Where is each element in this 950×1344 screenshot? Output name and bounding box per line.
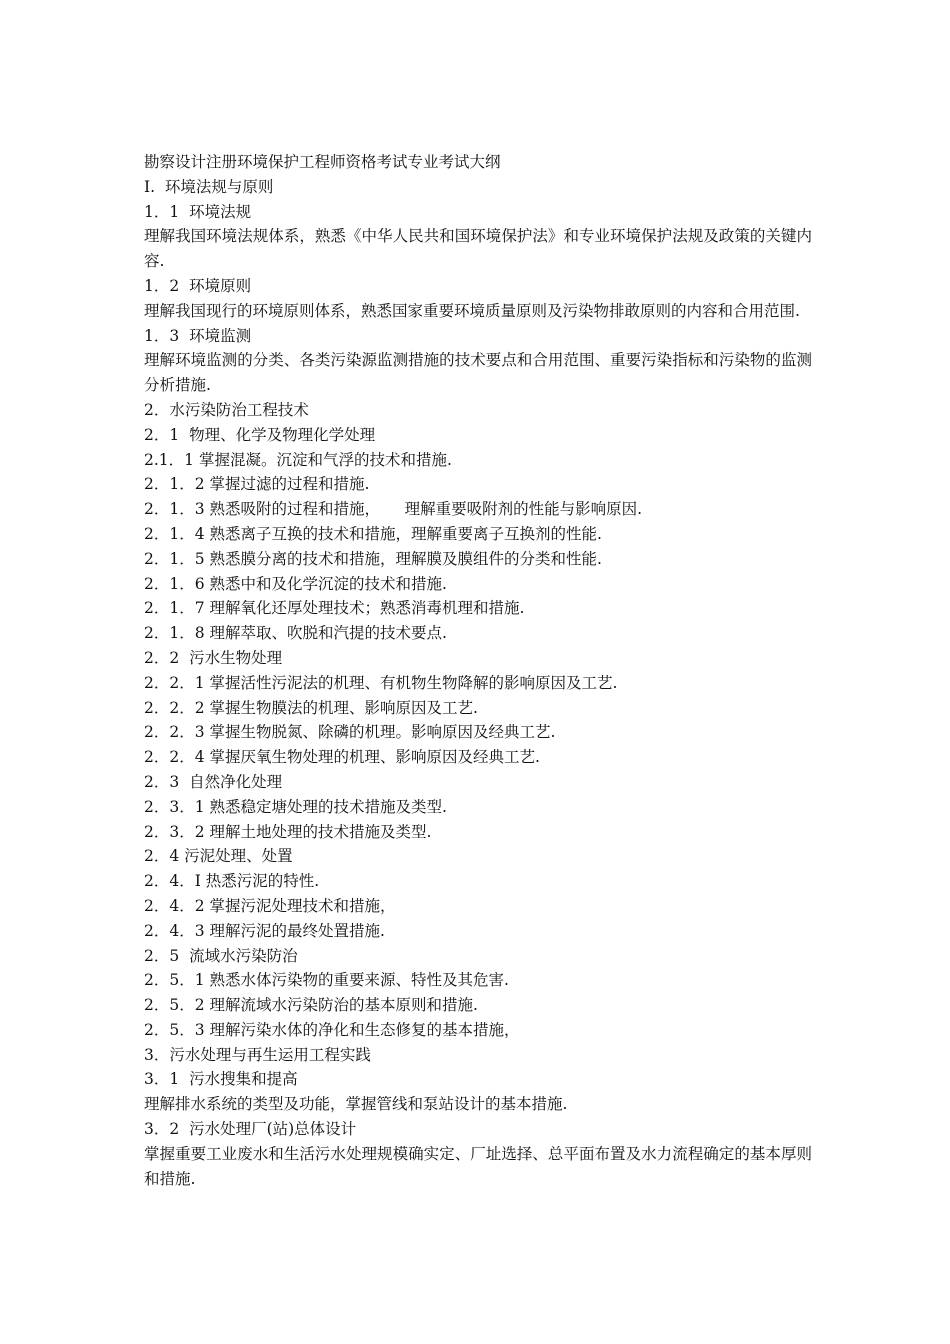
text-line: 2．1．5 熟悉膜分离的技术和措施，理解膜及膜组件的分类和性能. (144, 549, 602, 568)
text-line: 2．5．1 熟悉水体污染物的重要来源、特性及其危害. (144, 971, 509, 990)
text-line: 2.1．1 掌握混凝。沉淀和气浮的技术和措施. (144, 450, 452, 469)
paragraph: 掌握重要工业废水和生活污水处理规模确实定、厂址选择、总平面布置及水力流程确定的基本厚则和措施. (144, 1144, 812, 1188)
text-line: 2．4 污泥处理、处置 (144, 847, 293, 866)
text-line: 2．3．1 熟悉稳定塘处理的技术措施及类型. (144, 797, 447, 816)
text-line: 2．5 流域水污染防治 (144, 946, 298, 965)
text-line: I. 环境法规与原则 (144, 177, 274, 196)
text-line: 2．4．2 掌握污泥处理技术和措施， (144, 896, 396, 915)
text-line: 2．2．3 掌握生物脱氮、除磷的机理。影响原因及经典工艺. (144, 723, 556, 742)
text-line: 2．2 污水生物处理 (144, 648, 283, 667)
text-line: 2．2．4 掌握厌氧生物处理的机理、影响原因及经典工艺. (144, 748, 540, 767)
text-line: 3．1 污水搜集和提高 (144, 1070, 298, 1089)
text-line: 1．3 环境监测 (144, 326, 252, 345)
paragraph: 理解环境监测的分类、各类污染源监测措施的技术要点和合用范围、重要污染指标和污染物的监测分析措施. (144, 351, 812, 395)
text-line: 3．2 污水处理厂(站)总体设计 (144, 1120, 357, 1139)
paragraph: 理解我国现行的环境原则体系，熟悉国家重要环境质量原则及污染物排敢原则的内容和合用范围. (144, 301, 800, 320)
text-line: 2．1．2 掌握过滤的过程和措施. (144, 475, 370, 494)
text-line: 1．1 环境法规 (144, 202, 252, 221)
text-line: 2．4．I 热悉污泥的特性. (144, 872, 320, 891)
text-line: 2．3 自然净化处理 (144, 772, 283, 791)
text-line: 2．3．2 理解土地处理的技术措施及类型. (144, 822, 432, 841)
text-line: 2．1．3 熟悉吸附的过程和措施， 理解重要吸附剂的性能与影响原因. (144, 500, 643, 519)
text-line: 2．1 物理、化学及物理化学处理 (144, 425, 376, 444)
text-line: 2．1．7 理解氧化还厚处理技术；熟悉消毒机理和措施. (144, 599, 525, 618)
text-line: 2．4．3 理解污泥的最终处置措施. (144, 921, 385, 940)
text-line: 2．1．8 理解萃取、吹脱和汽提的技术要点. (144, 624, 447, 643)
text-line: 1．2 环境原则 (144, 276, 252, 295)
document-title: 勘察设计注册环境保护工程师资格考试专业考试大纲 (144, 153, 501, 171)
paragraph: 理解排水系统的类型及功能，掌握管线和泵站设计的基本措施. (144, 1095, 568, 1114)
document-blocks (144, 175, 812, 1192)
text-line: 2．水污染防治工程技术 (144, 400, 309, 419)
text-line: 2．1．4 熟悉离子互换的技术和措施，理解重要离子互换剂的性能. (144, 524, 602, 543)
text-line: 3．污水处理与再生运用工程实践 (144, 1045, 371, 1064)
text-line: 2．5．3 理解污染水体的净化和生态修复的基本措施， (144, 1020, 520, 1039)
document-body (144, 150, 812, 1191)
text-line: 2．2．2 掌握生物膜法的机理、影响原因及工艺. (144, 698, 478, 717)
text-line: 2．2．1 掌握活性污泥法的机理、有机物生物降解的影响原因及工艺. (144, 673, 618, 692)
paragraph: 理解我国环境法规体系，熟悉《中华人民共和国环境保护法》和专业环境保护法规及政策的关键内容. (144, 227, 812, 271)
text-line: 2．5．2 理解流域水污染防治的基本原则和措施. (144, 996, 478, 1015)
text-line: 2．1．6 熟悉中和及化学沉淀的技术和措施. (144, 574, 447, 593)
